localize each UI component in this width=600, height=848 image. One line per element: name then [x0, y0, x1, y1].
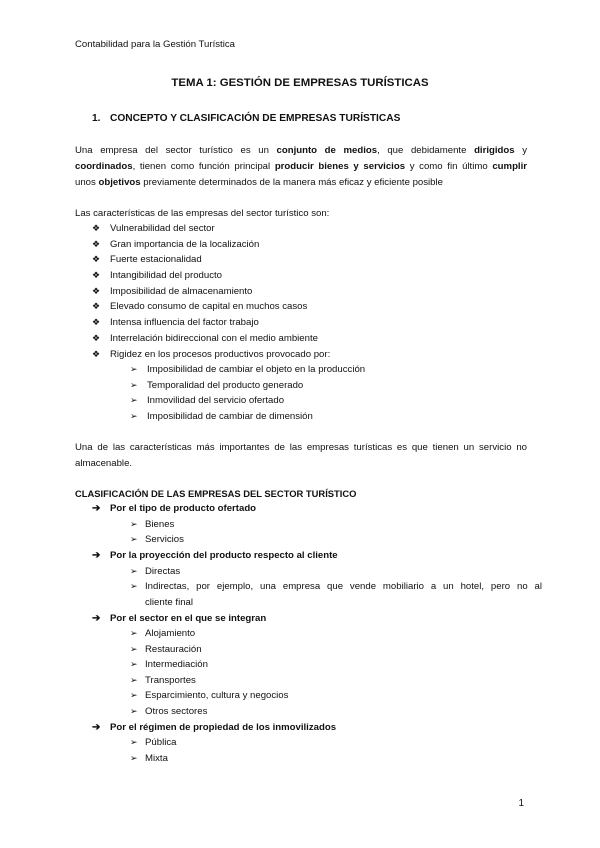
- item-label: Alojamiento: [145, 628, 196, 639]
- list-item: [130, 393, 365, 409]
- item-label: Transportes: [145, 675, 196, 686]
- bold-term: coordinados: [75, 161, 133, 172]
- arrowhead-bullet-icon: ➢: [130, 395, 138, 406]
- diamond-bullet-icon: ❖: [92, 285, 101, 296]
- bold-term: dirigidos: [474, 145, 515, 156]
- list-item: [92, 237, 330, 253]
- list-item: [92, 299, 330, 315]
- list-item: [130, 735, 176, 751]
- item-label: Bienes: [145, 519, 175, 530]
- list-item: [92, 221, 330, 237]
- category-label: Por la proyección del producto respecto al cliente: [110, 550, 338, 561]
- text-run: y: [514, 145, 527, 156]
- item-label: Intensa influencia del factor trabajo: [110, 317, 259, 329]
- item-label: Imposibilidad de cambiar el objeto en la producción: [147, 364, 366, 375]
- diamond-bullet-icon: ❖: [92, 270, 101, 281]
- list-item: [130, 532, 184, 548]
- item-label-line-1: Indirectas, por ejemplo, una empresa que vende mobiliario a un hotel, pero no al: [145, 581, 542, 592]
- text-run: previamente determinados de la manera más eficaz y eficiente posible: [140, 177, 443, 188]
- item-label: Restauración: [145, 644, 202, 655]
- arrowhead-bullet-icon: ➢: [130, 566, 138, 576]
- arrowhead-bullet-icon: ➢: [130, 364, 138, 374]
- definition-line-1: [75, 143, 527, 159]
- arrowhead-bullet-icon: ➢: [130, 411, 138, 422]
- list-item: [130, 626, 195, 642]
- text-run: unos: [75, 177, 99, 188]
- bold-term: objetivos: [98, 177, 141, 188]
- item-label: Interrelación bidireccional con el medio ambiente: [110, 332, 318, 344]
- list-item: [130, 673, 196, 689]
- item-label-line-2: cliente final: [145, 596, 193, 608]
- arrowhead-bullet-icon: ➢: [130, 519, 138, 529]
- arrowhead-bullet-icon: ➢: [130, 581, 138, 591]
- section-heading: [92, 113, 400, 124]
- arrowhead-bullet-icon: ➢: [130, 737, 138, 747]
- item-label: Mixta: [145, 753, 168, 764]
- item-label: Intermediación: [145, 659, 208, 670]
- arrowhead-bullet-icon: ➢: [130, 379, 138, 390]
- item-label: Otros sectores: [145, 706, 208, 717]
- arrowhead-bullet-icon: ➢: [130, 628, 138, 638]
- category-product-projection: [92, 548, 338, 564]
- item-label: Rigidez en los procesos productivos provocado por:: [110, 348, 331, 360]
- item-label: Esparcimiento, cultura y negocios: [145, 690, 289, 701]
- list-item: [130, 564, 180, 580]
- section-title: CONCEPTO Y CLASIFICACIÓN DE EMPRESAS TURÍSTICAS: [110, 113, 401, 124]
- category-label: Por el sector en el que se integran: [110, 613, 267, 624]
- list-item: [130, 362, 365, 378]
- definition-line-3: [75, 175, 527, 191]
- list-item: [130, 751, 168, 767]
- text-run: , tienen como función principal: [132, 161, 275, 172]
- list-item: [130, 378, 365, 394]
- item-label: Gran importancia de la localización: [110, 238, 260, 250]
- note-line-1: Una de las características más importantes de las empresas turísticas es que tienen un servicio no: [75, 442, 527, 453]
- item-label: Temporalidad del producto generado: [147, 379, 304, 391]
- list-item: [92, 252, 330, 268]
- section-number: 1.: [92, 113, 101, 124]
- list-item: [92, 315, 330, 331]
- arrow-right-icon: ➔: [92, 550, 101, 561]
- item-label: Inmovilidad del servicio ofertado: [147, 395, 285, 407]
- rigidity-sublist: [130, 362, 365, 425]
- category-label: Por el régimen de propiedad de los inmovilizados: [110, 722, 337, 733]
- definition-paragraph: [75, 143, 527, 191]
- arrowhead-bullet-icon: ➢: [130, 706, 138, 716]
- diamond-bullet-icon: ❖: [92, 332, 101, 343]
- list-item: [130, 657, 208, 673]
- list-item: [130, 517, 174, 533]
- text-run: Una empresa del sector turístico es un: [75, 145, 277, 156]
- list-item: [130, 688, 288, 704]
- running-header: Contabilidad para la Gestión Turística: [75, 39, 235, 50]
- item-label: Intangibilidad del producto: [110, 270, 223, 282]
- list-item: [92, 268, 330, 284]
- item-label: Directas: [145, 566, 181, 577]
- characteristics-list: [92, 221, 330, 362]
- diamond-bullet-icon: ❖: [92, 301, 101, 312]
- characteristics-intro: Las características de las empresas del sector turístico son:: [75, 208, 330, 219]
- diamond-bullet-icon: ❖: [92, 223, 101, 233]
- item-label: Fuerte estacionalidad: [110, 254, 202, 266]
- bold-term: producir bienes y servicios: [274, 161, 406, 172]
- category-ownership: [92, 720, 336, 736]
- classification-heading: CLASIFICACIÓN DE LAS EMPRESAS DEL SECTOR TURÍSTICO: [75, 488, 357, 499]
- diamond-bullet-icon: ❖: [92, 238, 101, 249]
- arrowhead-bullet-icon: ➢: [130, 644, 138, 654]
- category-sector: [92, 611, 266, 627]
- item-label: Servicios: [145, 534, 184, 545]
- list-item: [92, 347, 330, 363]
- diamond-bullet-icon: ❖: [92, 348, 101, 359]
- note-paragraph: [75, 440, 527, 472]
- category-product-type: [92, 501, 256, 517]
- page-number: 1: [518, 798, 524, 809]
- arrow-right-icon: ➔: [92, 722, 101, 733]
- diamond-bullet-icon: ❖: [92, 254, 101, 265]
- list-item: [92, 284, 330, 300]
- item-label: Vulnerabilidad del sector: [110, 223, 215, 234]
- list-item: [130, 642, 202, 658]
- page-title: TEMA 1: GESTIÓN DE EMPRESAS TURÍSTICAS: [171, 77, 429, 89]
- arrow-right-icon: ➔: [92, 503, 101, 514]
- category-label: Por el tipo de producto ofertado: [110, 503, 257, 514]
- arrowhead-bullet-icon: ➢: [130, 753, 138, 763]
- diamond-bullet-icon: ❖: [92, 317, 101, 328]
- note-line-2: almacenable.: [75, 458, 133, 469]
- arrowhead-bullet-icon: ➢: [130, 690, 138, 700]
- item-label: Imposibilidad de cambiar de dimensión: [147, 411, 313, 423]
- item-label: Imposibilidad de almacenamiento: [110, 285, 253, 297]
- bold-term: conjunto de medios: [276, 145, 378, 156]
- arrowhead-bullet-icon: ➢: [130, 659, 138, 669]
- item-label: Pública: [145, 737, 177, 748]
- item-label: Elevado consumo de capital en muchos casos: [110, 301, 308, 313]
- text-run: y como fin último: [405, 161, 493, 172]
- bold-term: cumplir: [492, 161, 527, 172]
- list-item: [92, 331, 330, 347]
- list-item: [130, 579, 542, 610]
- list-item: [130, 409, 365, 425]
- arrowhead-bullet-icon: ➢: [130, 534, 138, 544]
- text-run: , que debidamente: [377, 145, 475, 156]
- list-item: [130, 704, 207, 720]
- arrowhead-bullet-icon: ➢: [130, 675, 138, 685]
- definition-line-2: [75, 159, 527, 175]
- arrow-right-icon: ➔: [92, 613, 101, 624]
